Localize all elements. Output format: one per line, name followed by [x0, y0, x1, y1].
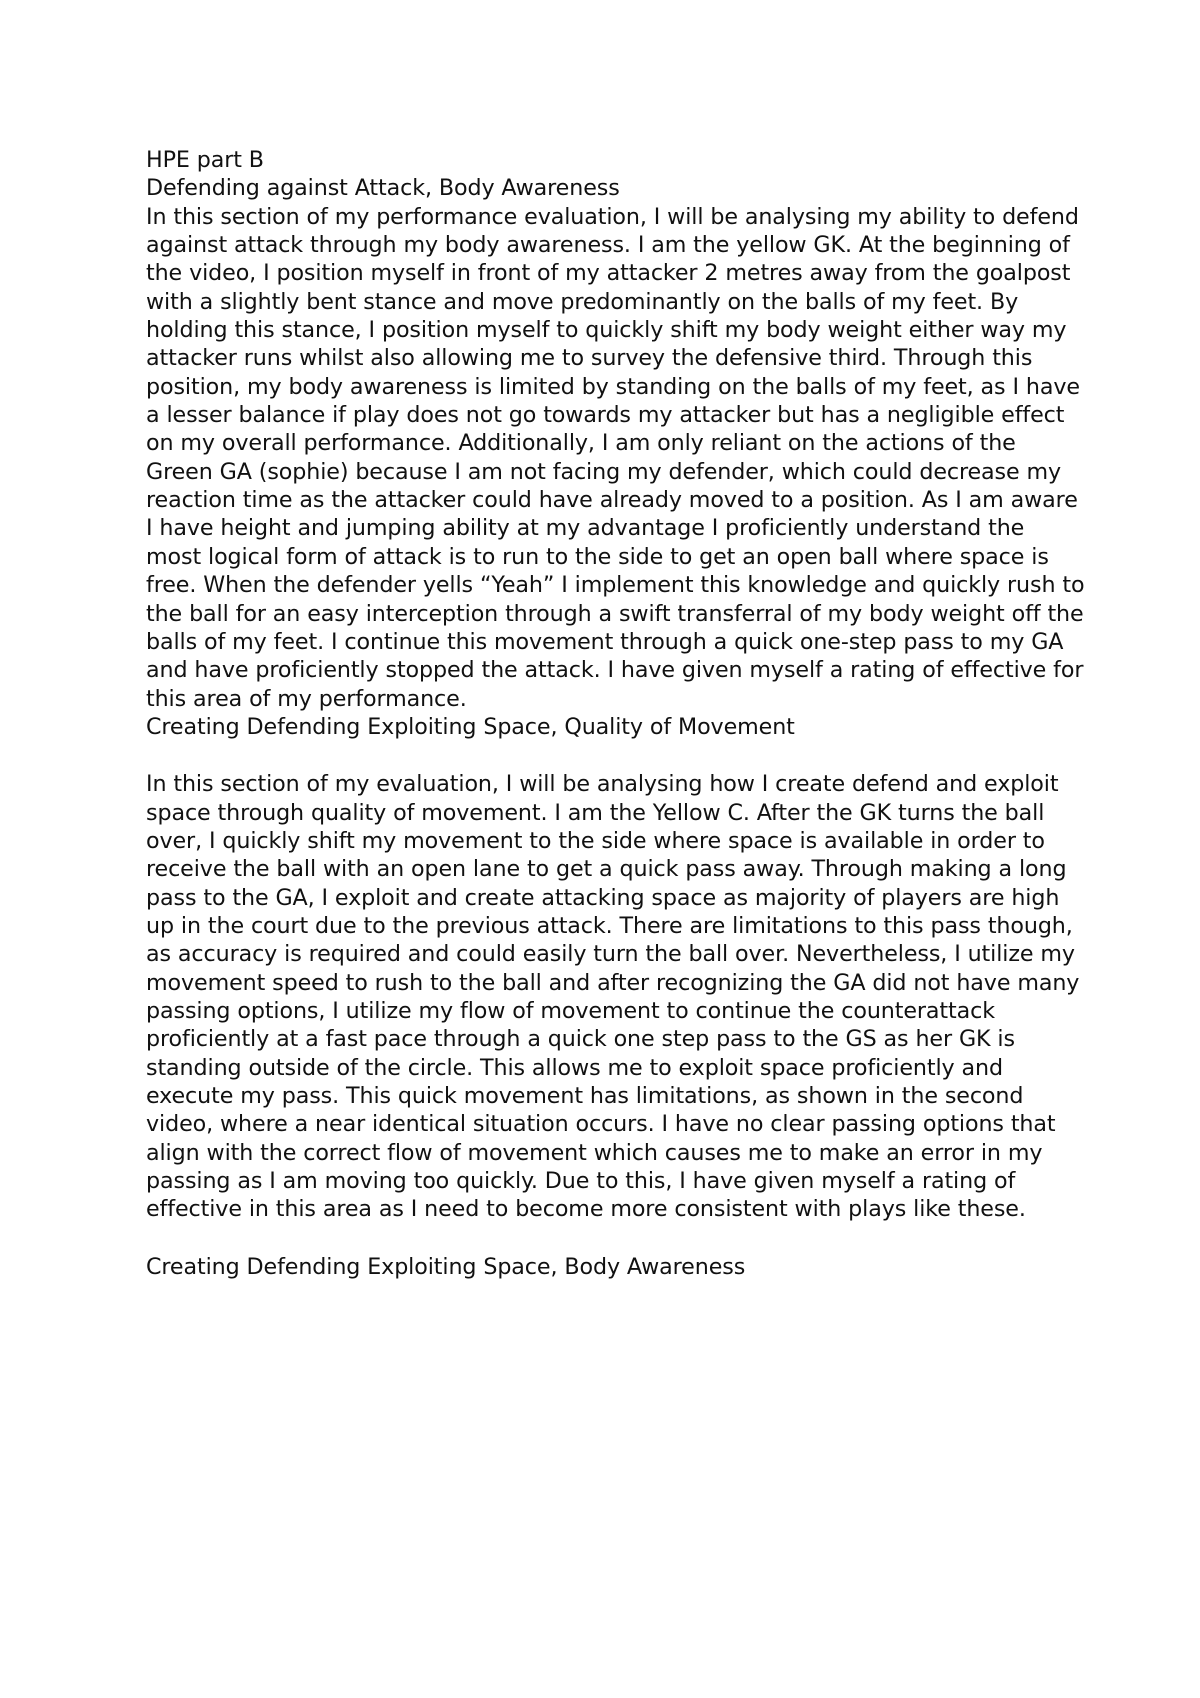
section-body-defending-against-attack: In this section of my performance evaluation, I will be analysing my ability to defend against attack through my body awareness. I am the yellow GK. At the beginning of the video, I position myself in front of my attacker 2 metres away from the goalpost with a slightly bent stance and move predominantly on the balls of my feet. By holding this stance, I position myself to quickly shift my body weight either way my attacker runs whilst also allowing me to survey the defensive third. Through this position, my body awareness is limited by standing on the balls of my feet, as I have a lesser balance if play does not go towards my attacker but has a negligible effect on my overall performance. Additionally, I am only reliant on the actions of the Green GA (sophie) because I am not facing my defender, which could decrease my reaction time as the attacker could have already moved to a position. As I am aware I have height and jumping ability at my advantage I proficiently understand the most logical form of attack is to run to the side to get an open ball where space is free. When the defender yells “Yeah” I implement this knowledge and quickly rush to the ball for an easy interception through a swift transferral of my body weight off the balls of my feet. I continue this movement through a quick one-step pass to my GA and have proficiently stopped the attack. I have given myself a rating of effective for this area of my performance.	[146, 203, 1085, 712]
document-content	[146, 146, 1086, 1310]
document-subtitle: Defending against Attack, Body Awareness	[146, 175, 620, 202]
document-title: HPE part B	[146, 147, 264, 173]
section-heading-body-awareness: Creating Defending Exploiting Space, Body Awareness	[146, 1253, 746, 1280]
section-heading-quality-of-movement: Creating Defending Exploiting Space, Quality of Movement	[146, 713, 795, 740]
section-body-quality-of-movement: In this section of my evaluation, I will be analysing how I create defend and exploit space through quality of movement. I am the Yellow C. After the GK turns the ball over, I quickly shift my movement to the side where space is available in order to receive the ball with an open lane to get a quick pass away. Through making a long pass to the GA, I exploit and create attacking space as majority of players are high up in the court due to the previous attack. There are limitations to this pass though, as accuracy is required and could easily turn the ball over. Nevertheless, I utilize my movement speed to rush to the ball and after recognizing the GA did not have many passing options, I utilize my flow of movement to continue the counterattack proficiently at a fast pace through a quick one step pass to the GS as her GK is standing outside of the circle. This allows me to exploit space proficiently and execute my pass. This quick movement has limitations, as shown in the second video, where a near identical situation occurs. I have no clear passing options that align with the correct flow of movement which causes me to make an error in my passing as I am moving too quickly. Due to this, I have given myself a rating of effective in this area as I need to become more consistent with plays like these.	[146, 771, 1080, 1223]
